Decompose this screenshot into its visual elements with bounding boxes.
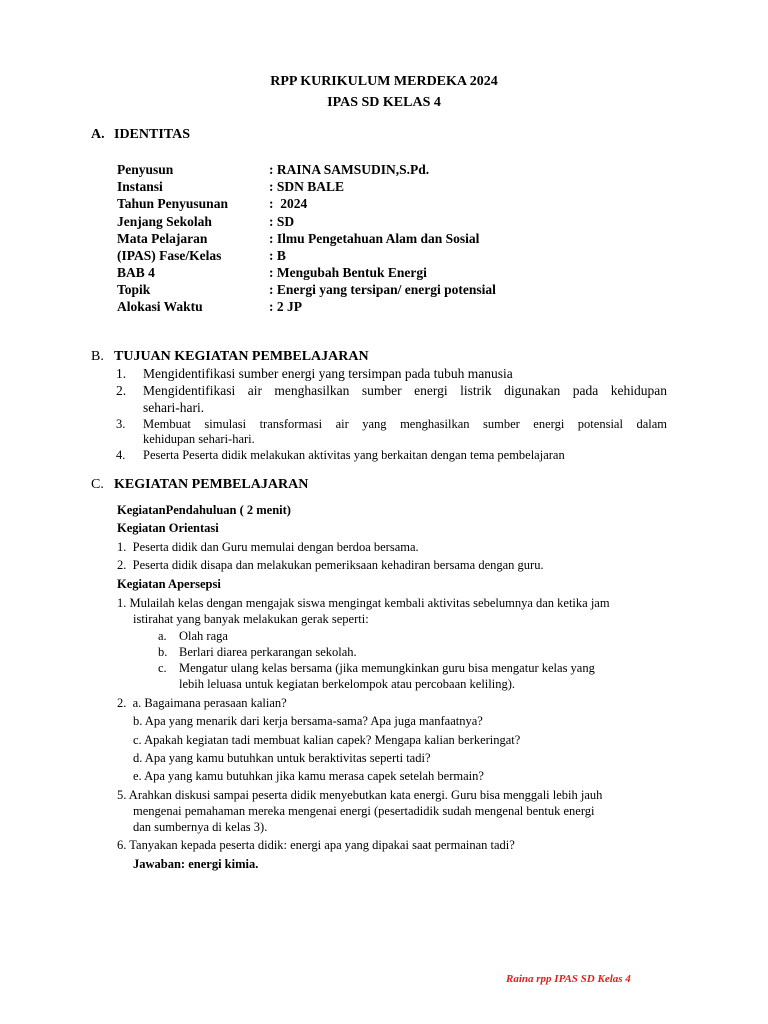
question-c: c. Apakah kegiatan tadi membuat kalian capek? Mengapa kalian berkeringat?	[133, 733, 521, 747]
item-5-line1: 5. Arahkan diskusi sampai peserta didik menyebutkan kata energi. Guru bisa menggali lebih jauh	[117, 788, 603, 802]
pendahuluan-heading: KegiatanPendahuluan ( 2 menit)	[117, 503, 291, 517]
objective-4-text: Peserta Peserta didik melakukan aktivitas yang berkaitan dengan tema pembelajaran	[143, 448, 565, 462]
page-footer: Raina rpp IPAS SD Kelas 4	[506, 973, 631, 985]
objective-3-number: 3.	[116, 417, 126, 431]
subitem-a-letter: a.	[158, 629, 167, 643]
orientasi-item-1: 1. Peserta didik dan Guru memulai dengan berdoa bersama.	[117, 540, 419, 554]
objective-2-text: Mengidentifikasi air menghasilkan sumber energi listrik digunakan pada kehidupan	[143, 383, 667, 398]
subitem-a-text: Olah raga	[179, 629, 228, 643]
identity-value-topik: : Energi yang tersipan/ energi potensial	[269, 282, 496, 297]
question-a: 2. a. Bagaimana perasaan kalian?	[117, 696, 287, 710]
item-5-line2: mengenai pemahaman mereka mengenai energi (pesertadidik sudah mengenal bentuk energi	[133, 804, 595, 818]
subitem-b-letter: b.	[158, 645, 168, 659]
subitem-c-letter: c.	[158, 661, 167, 675]
apersepsi-item-1-cont: istirahat yang banyak melakukan gerak seperti:	[133, 612, 369, 626]
identity-label-tahun: Tahun Penyusunan	[117, 196, 228, 211]
identity-value-instansi: : SDN BALE	[269, 179, 345, 194]
objective-4-number: 4.	[116, 448, 126, 462]
section-c-heading: KEGIATAN PEMBELAJARAN	[114, 477, 309, 492]
identity-value-bab: : Mengubah Bentuk Energi	[269, 265, 427, 280]
question-b: b. Apa yang menarik dari kerja bersama-sama? Apa juga manfaatnya?	[133, 714, 483, 728]
item-5-line3: dan sumbernya di kelas 3).	[133, 820, 268, 834]
identity-value-tahun: : 2024	[269, 196, 308, 211]
identity-value-alokasi: : 2 JP	[269, 299, 302, 314]
objective-2-number: 2.	[116, 383, 127, 398]
document-title-line1: RPP KURIKULUM MERDEKA 2024	[270, 74, 498, 89]
objective-3-text-cont: kehidupan sehari-hari.	[143, 432, 255, 446]
answer-text: Jawaban: energi kimia.	[133, 857, 259, 871]
orientasi-heading: Kegiatan Orientasi	[117, 521, 219, 535]
section-a-letter: A.	[91, 127, 105, 142]
section-a-heading: IDENTITAS	[114, 127, 190, 142]
subitem-b-text: Berlari diarea perkarangan sekolah.	[179, 645, 357, 659]
subitem-c-text-cont: lebih leluasa untuk kegiatan berkelompok atau percobaan keliling).	[179, 677, 515, 691]
question-d: d. Apa yang kamu butuhkan untuk beraktivitas seperti tadi?	[133, 751, 431, 765]
identity-label-topik: Topik	[117, 282, 151, 297]
identity-value-fase: : B	[269, 248, 286, 263]
identity-label-jenjang: Jenjang Sekolah	[117, 214, 212, 229]
question-e: e. Apa yang kamu butuhkan jika kamu merasa capek setelah bermain?	[133, 769, 484, 783]
objective-1-text: Mengidentifikasi sumber energi yang tersimpan pada tubuh manusia	[143, 366, 513, 381]
apersepsi-item-1: 1. Mulailah kelas dengan mengajak siswa mengingat kembali aktivitas sebelumnya dan ketika jam	[117, 596, 610, 610]
section-c-letter: C.	[91, 477, 104, 492]
objective-3-text: Membuat simulasi transformasi air yang menghasilkan sumber energi potensial dalam	[143, 417, 667, 431]
section-b-heading: TUJUAN KEGIATAN PEMBELAJARAN	[114, 349, 369, 364]
identity-value-jenjang: : SD	[269, 214, 295, 229]
identity-label-mapel: Mata Pelajaran	[117, 231, 208, 246]
item-6: 6. Tanyakan kepada peserta didik: energi apa yang dipakai saat permainan tadi?	[117, 838, 515, 852]
identity-label-instansi: Instansi	[117, 179, 163, 194]
objective-2-text-cont: sehari-hari.	[143, 400, 205, 415]
identity-label-penyusun: Penyusun	[117, 162, 174, 177]
identity-label-alokasi: Alokasi Waktu	[117, 299, 203, 314]
identity-value-mapel: : Ilmu Pengetahuan Alam dan Sosial	[269, 231, 480, 246]
identity-label-bab: BAB 4	[117, 265, 155, 280]
document-title-line2: IPAS SD KELAS 4	[327, 95, 441, 110]
identity-label-fase: (IPAS) Fase/Kelas	[117, 248, 222, 263]
subitem-c-text: Mengatur ulang kelas bersama (jika memungkinkan guru bisa mengatur kelas yang	[179, 661, 595, 675]
section-b-letter: B.	[91, 349, 104, 364]
apersepsi-heading: Kegiatan Apersepsi	[117, 577, 221, 591]
identity-value-penyusun: : RAINA SAMSUDIN,S.Pd.	[269, 162, 430, 177]
objective-1-number: 1.	[116, 366, 127, 381]
orientasi-item-2: 2. Peserta didik disapa dan melakukan pemeriksaan kehadiran bersama dengan guru.	[117, 558, 544, 572]
